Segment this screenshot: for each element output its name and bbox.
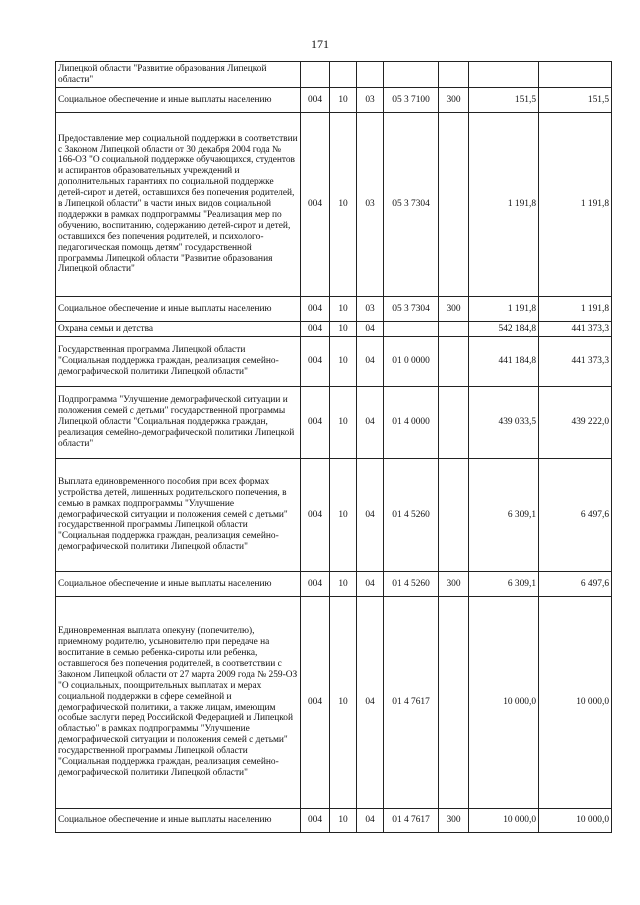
row-name: Социальное обеспечение и иные выплаты населению bbox=[56, 572, 301, 597]
amount-second bbox=[539, 62, 612, 88]
ministry-code: 004 bbox=[301, 322, 330, 337]
target-article bbox=[384, 62, 439, 88]
table-row bbox=[56, 62, 612, 88]
expense-type bbox=[439, 113, 469, 297]
table-row bbox=[56, 297, 612, 322]
row-name: Предоставление мер социальной поддержки в соответствии с Законом Липецкой области от 30 декабря 2004 года № 166-ОЗ "О социальной поддержке обучающихся, студентов и аспирантов образовательных учреждений и дополнительных гарантиях по социальной поддержке детей-сирот и детей, оставшихся без попечения родителей, в Липецкой области" в части иных видов социальной поддержки в рамках подпрограммы "Реализация мер по обучению, воспитанию, содержанию детей-сирот и детей, оставшихся без попечения родителей, и психолого-педагогическая помощь детям" государственной программы Липецкой области "Развитие образования Липецкой области" bbox=[56, 113, 301, 297]
amount-second: 1 191,8 bbox=[539, 113, 612, 297]
amount-first: 439 033,5 bbox=[469, 387, 539, 459]
table-row bbox=[56, 597, 612, 809]
amount-first: 6 309,1 bbox=[469, 459, 539, 572]
target-article: 05 3 7304 bbox=[384, 113, 439, 297]
amount-first: 10 000,0 bbox=[469, 809, 539, 833]
target-article: 05 3 7304 bbox=[384, 297, 439, 322]
subsection-code: 04 bbox=[357, 322, 384, 337]
ministry-code: 004 bbox=[301, 337, 330, 387]
target-article: 01 4 5260 bbox=[384, 572, 439, 597]
amount-first bbox=[469, 62, 539, 88]
amount-second: 10 000,0 bbox=[539, 809, 612, 833]
row-name: Липецкой области "Развитие образования Липецкой области" bbox=[56, 62, 301, 88]
amount-second: 6 497,6 bbox=[539, 459, 612, 572]
amount-first: 542 184,8 bbox=[469, 322, 539, 337]
target-article: 01 4 5260 bbox=[384, 459, 439, 572]
row-name: Социальное обеспечение и иные выплаты населению bbox=[56, 88, 301, 113]
section-code: 10 bbox=[330, 809, 357, 833]
expense-type: 300 bbox=[439, 88, 469, 113]
subsection-code: 03 bbox=[357, 113, 384, 297]
target-article: 01 4 7617 bbox=[384, 809, 439, 833]
section-code: 10 bbox=[330, 597, 357, 809]
subsection-code: 04 bbox=[357, 597, 384, 809]
section-code: 10 bbox=[330, 337, 357, 387]
row-name: Социальное обеспечение и иные выплаты населению bbox=[56, 809, 301, 833]
section-code: 10 bbox=[330, 572, 357, 597]
section-code: 10 bbox=[330, 387, 357, 459]
row-name: Социальное обеспечение и иные выплаты населению bbox=[56, 297, 301, 322]
expense-type bbox=[439, 337, 469, 387]
ministry-code: 004 bbox=[301, 809, 330, 833]
amount-second: 441 373,3 bbox=[539, 322, 612, 337]
section-code: 10 bbox=[330, 113, 357, 297]
page-number: 171 bbox=[311, 37, 329, 51]
section-code: 10 bbox=[330, 459, 357, 572]
subsection-code: 04 bbox=[357, 387, 384, 459]
subsection-code: 03 bbox=[357, 88, 384, 113]
amount-first: 441 184,8 bbox=[469, 337, 539, 387]
budget-table bbox=[55, 61, 612, 833]
amount-first: 6 309,1 bbox=[469, 572, 539, 597]
table-row bbox=[56, 88, 612, 113]
expense-type bbox=[439, 62, 469, 88]
section-code: 10 bbox=[330, 297, 357, 322]
ministry-code: 004 bbox=[301, 387, 330, 459]
ministry-code: 004 bbox=[301, 572, 330, 597]
row-name: Подпрограмма "Улучшение демографической ситуации и положения семей с детьми" государственной программы Липецкой области "Социальная поддержка граждан, реализация семейно-демографической политики Липецкой области" bbox=[56, 387, 301, 459]
amount-second: 151,5 bbox=[539, 88, 612, 113]
target-article: 01 4 0000 bbox=[384, 387, 439, 459]
amount-second: 10 000,0 bbox=[539, 597, 612, 809]
table-row bbox=[56, 113, 612, 297]
expense-type: 300 bbox=[439, 297, 469, 322]
amount-first: 1 191,8 bbox=[469, 113, 539, 297]
ministry-code: 004 bbox=[301, 459, 330, 572]
expense-type bbox=[439, 387, 469, 459]
table-row bbox=[56, 337, 612, 387]
row-name: Государственная программа Липецкой области "Социальная поддержка граждан, реализация семейно-демографической политики Липецкой области" bbox=[56, 337, 301, 387]
expense-type: 300 bbox=[439, 809, 469, 833]
table-row bbox=[56, 322, 612, 337]
target-article bbox=[384, 322, 439, 337]
section-code: 10 bbox=[330, 322, 357, 337]
row-name: Единовременная выплата опекуну (попечителю), приемному родителю, усыновителю при передаче на воспитание в семью ребенка-сироты или ребенка, оставшегося без попечения родителей, в соответствии с Законом Липецкой области от 27 марта 2009 года № 259-ОЗ "О социальных, поощрительных выплатах и мерах социальной поддержки в сфере семейной и демографической политики, а также лицам, имеющим особые заслуги перед Российской Федерацией и Липецкой областью" в рамках подпрограммы "Улучшение демографической ситуации и положения семей с детьми" государственной программы Липецкой области "Социальная поддержка граждан, реализация семейно-демографической политики Липецкой области" bbox=[56, 597, 301, 809]
target-article: 01 0 0000 bbox=[384, 337, 439, 387]
amount-first: 10 000,0 bbox=[469, 597, 539, 809]
section-code bbox=[330, 62, 357, 88]
table-body bbox=[56, 62, 612, 833]
subsection-code: 03 bbox=[357, 297, 384, 322]
ministry-code bbox=[301, 62, 330, 88]
subsection-code: 04 bbox=[357, 572, 384, 597]
ministry-code: 004 bbox=[301, 597, 330, 809]
expense-type bbox=[439, 597, 469, 809]
row-name: Выплата единовременного пособия при всех формах устройства детей, лишенных родительского попечения, в семью в рамках подпрограммы "Улучшение демографической ситуации и положения семей с детьми" государственной программы Липецкой области "Социальная поддержка граждан, реализация семейно-демографической политики Липецкой области" bbox=[56, 459, 301, 572]
ministry-code: 004 bbox=[301, 88, 330, 113]
subsection-code bbox=[357, 62, 384, 88]
table-row bbox=[56, 459, 612, 572]
subsection-code: 04 bbox=[357, 337, 384, 387]
amount-second: 1 191,8 bbox=[539, 297, 612, 322]
row-name: Охрана семьи и детства bbox=[56, 322, 301, 337]
ministry-code: 004 bbox=[301, 113, 330, 297]
expense-type bbox=[439, 322, 469, 337]
amount-second: 439 222,0 bbox=[539, 387, 612, 459]
amount-second: 6 497,6 bbox=[539, 572, 612, 597]
amount-second: 441 373,3 bbox=[539, 337, 612, 387]
table-row bbox=[56, 572, 612, 597]
subsection-code: 04 bbox=[357, 459, 384, 572]
expense-type bbox=[439, 459, 469, 572]
subsection-code: 04 bbox=[357, 809, 384, 833]
target-article: 01 4 7617 bbox=[384, 597, 439, 809]
expense-type: 300 bbox=[439, 572, 469, 597]
section-code: 10 bbox=[330, 88, 357, 113]
target-article: 05 3 7100 bbox=[384, 88, 439, 113]
amount-first: 1 191,8 bbox=[469, 297, 539, 322]
table-row bbox=[56, 387, 612, 459]
table-row bbox=[56, 809, 612, 833]
ministry-code: 004 bbox=[301, 297, 330, 322]
amount-first: 151,5 bbox=[469, 88, 539, 113]
